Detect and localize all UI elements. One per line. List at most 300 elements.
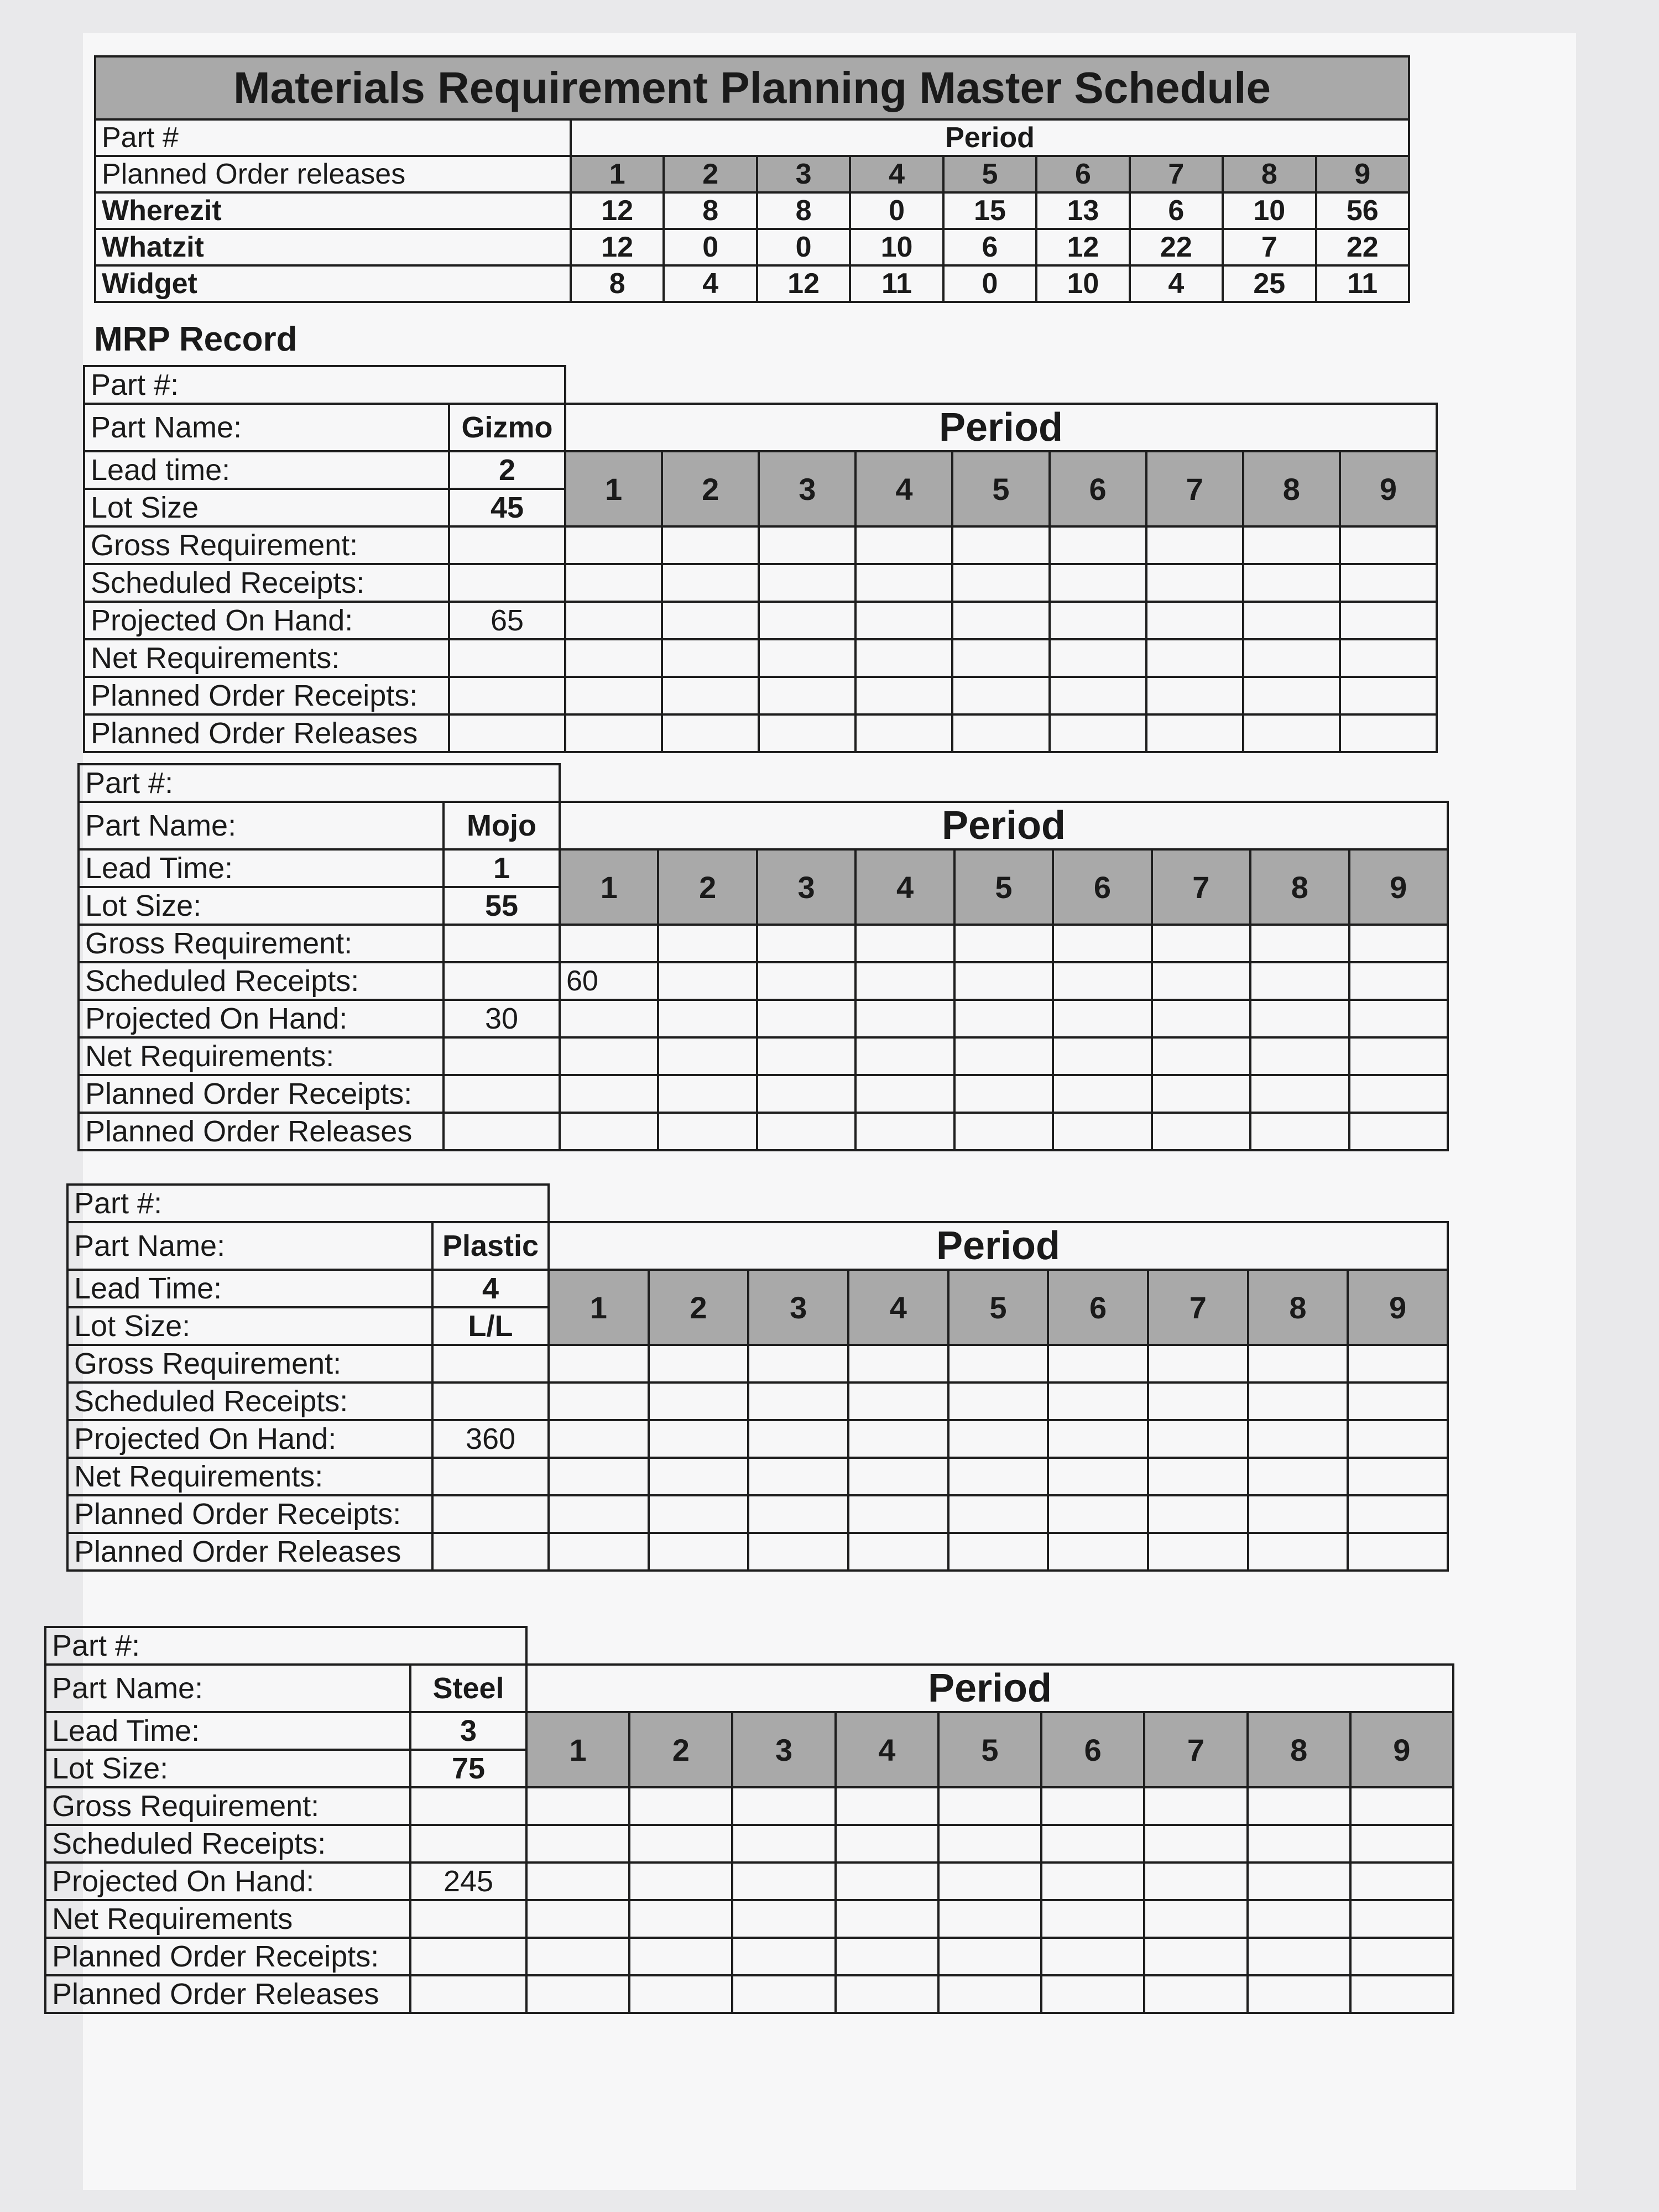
mrp-period-cell[interactable] — [954, 962, 1053, 1000]
mrp-period-cell[interactable] — [855, 526, 952, 564]
mrp-period-cell[interactable] — [1146, 714, 1243, 752]
mrp-period-cell[interactable] — [1041, 1938, 1144, 1975]
mrp-period-cell[interactable] — [948, 1495, 1048, 1533]
mrp-period-cell[interactable] — [1148, 1420, 1248, 1458]
mrp-period-cell[interactable] — [1053, 1113, 1151, 1150]
period-header-cell: 4 — [836, 1712, 938, 1787]
mrp-period-cell[interactable] — [952, 714, 1049, 752]
mrp-row-initial-value — [410, 1900, 526, 1938]
mrp-period-cell[interactable] — [1340, 677, 1437, 714]
mrp-period-cell[interactable] — [1350, 1938, 1453, 1975]
mrp-period-cell[interactable] — [1152, 1113, 1250, 1150]
mrp-period-cell[interactable] — [855, 1113, 954, 1150]
mrp-period-cell[interactable] — [1243, 677, 1340, 714]
mrp-period-cell[interactable] — [954, 1037, 1053, 1075]
mrp-period-cell[interactable] — [1048, 1345, 1148, 1383]
schedule-value-cell: 10 — [1223, 192, 1316, 229]
mrp-row — [67, 1495, 1448, 1533]
mrp-period-cell[interactable] — [848, 1458, 948, 1495]
mrp-period-cell[interactable] — [952, 677, 1049, 714]
mrp-period-cell[interactable] — [757, 1000, 855, 1037]
period-header-cell: 7 — [1148, 1270, 1248, 1345]
mrp-period-cell[interactable] — [1146, 564, 1243, 602]
mrp-period-cell[interactable] — [1248, 1825, 1350, 1863]
mrp-period-cell[interactable] — [1243, 564, 1340, 602]
mrp-period-cell[interactable] — [1048, 1533, 1148, 1571]
mrp-period-cell[interactable] — [1048, 1458, 1148, 1495]
mrp-period-cell[interactable] — [948, 1383, 1048, 1420]
mrp-period-cell[interactable] — [1152, 925, 1250, 962]
mrp-row-initial-value — [444, 925, 560, 962]
schedule-value-cell: 13 — [1036, 192, 1129, 229]
mrp-row-initial-value — [410, 1825, 526, 1863]
mrp-period-cell[interactable] — [836, 1787, 938, 1825]
mrp-row-initial-value — [449, 714, 565, 752]
mrp-period-cell[interactable] — [1243, 714, 1340, 752]
mrp-row-label: Net Requirements — [45, 1900, 410, 1938]
mrp-period-cell[interactable] — [948, 1345, 1048, 1383]
mrp-row-initial-value: 65 — [449, 602, 565, 639]
mrp-period-cell[interactable] — [732, 1938, 835, 1975]
mrp-period-cell[interactable] — [1250, 1000, 1349, 1037]
schedule-value-cell: 25 — [1223, 265, 1316, 302]
mrp-period-cell[interactable] — [952, 526, 1049, 564]
mrp-period-cell[interactable] — [526, 1863, 629, 1900]
mrp-period-cell[interactable] — [662, 639, 759, 677]
mrp-period-cell[interactable] — [855, 962, 954, 1000]
mrp-row — [79, 1075, 1448, 1113]
mrp-period-cell[interactable] — [855, 677, 952, 714]
lot-size-value: 55 — [444, 887, 560, 925]
mrp-period-cell[interactable] — [1048, 1495, 1148, 1533]
period-header-cell: 8 — [1248, 1270, 1348, 1345]
mrp-period-cell[interactable] — [836, 1975, 938, 2013]
schedule-value-cell: 11 — [850, 265, 943, 302]
lead-time-label: Lead Time: — [67, 1270, 432, 1307]
mrp-period-cell[interactable] — [954, 1075, 1053, 1113]
mrp-period-cell[interactable] — [1053, 1037, 1151, 1075]
mrp-row-label: Gross Requirement: — [67, 1345, 432, 1383]
mrp-period-cell[interactable] — [1148, 1458, 1248, 1495]
mrp-period-cell[interactable] — [848, 1420, 948, 1458]
mrp-period-cell[interactable] — [948, 1458, 1048, 1495]
mrp-period-cell[interactable] — [938, 1900, 1041, 1938]
period-header-cell: 9 — [1348, 1270, 1448, 1345]
mrp-period-cell[interactable] — [526, 1975, 629, 2013]
mrp-period-cell[interactable] — [649, 1495, 749, 1533]
mrp-period-cell[interactable] — [757, 1113, 855, 1150]
mrp-period-cell[interactable] — [1248, 1420, 1348, 1458]
schedule-value-cell: 12 — [571, 229, 664, 265]
mrp-period-cell[interactable] — [649, 1458, 749, 1495]
mrp-period-cell[interactable] — [1148, 1533, 1248, 1571]
mrp-period-cell[interactable] — [1350, 1975, 1453, 2013]
mrp-period-cell[interactable] — [1041, 1825, 1144, 1863]
period-header-cell: 6 — [1036, 156, 1129, 192]
mrp-period-cell[interactable] — [649, 1420, 749, 1458]
mrp-period-cell[interactable] — [1041, 1863, 1144, 1900]
mrp-period-cell[interactable] — [1243, 639, 1340, 677]
period-header-cell: 8 — [1250, 849, 1349, 925]
mrp-period-cell[interactable] — [629, 1975, 732, 2013]
mrp-period-cell[interactable] — [1349, 1000, 1448, 1037]
mrp-period-cell[interactable] — [549, 1383, 649, 1420]
mrp-period-cell[interactable] — [629, 1787, 732, 1825]
mrp-period-cell[interactable] — [1348, 1458, 1448, 1495]
period-header-cell: 7 — [1130, 156, 1223, 192]
mrp-period-cell[interactable] — [748, 1383, 848, 1420]
period-header-cell: 7 — [1144, 1712, 1247, 1787]
mrp-period-cell[interactable] — [938, 1787, 1041, 1825]
mrp-period-cell[interactable] — [952, 602, 1049, 639]
mrp-period-cell[interactable] — [1050, 602, 1146, 639]
mrp-period-cell[interactable] — [1248, 1975, 1350, 2013]
mrp-period-cell[interactable] — [836, 1900, 938, 1938]
mrp-period-cell[interactable] — [1041, 1975, 1144, 2013]
mrp-period-cell[interactable] — [1146, 602, 1243, 639]
mrp-period-cell[interactable] — [526, 1825, 629, 1863]
mrp-period-cell[interactable] — [560, 925, 658, 962]
mrp-period-cell[interactable] — [759, 677, 855, 714]
mrp-period-cell[interactable] — [1248, 1495, 1348, 1533]
mrp-period-cell[interactable] — [855, 1075, 954, 1113]
mrp-period-cell[interactable] — [1348, 1533, 1448, 1571]
lead-time-value: 4 — [432, 1270, 549, 1307]
mrp-period-cell[interactable] — [526, 1787, 629, 1825]
mrp-period-cell[interactable] — [1144, 1825, 1247, 1863]
mrp-period-cell[interactable] — [658, 1037, 757, 1075]
mrp-row-initial-value — [432, 1458, 549, 1495]
mrp-period-cell[interactable] — [732, 1975, 835, 2013]
mrp-period-cell[interactable] — [1248, 1938, 1350, 1975]
mrp-period-cell[interactable] — [629, 1863, 732, 1900]
mrp-period-cell[interactable] — [1144, 1975, 1247, 2013]
mrp-period-cell[interactable] — [938, 1863, 1041, 1900]
mrp-period-cell[interactable] — [757, 1075, 855, 1113]
mrp-period-cell[interactable] — [1152, 1037, 1250, 1075]
mrp-period-cell[interactable] — [748, 1495, 848, 1533]
mrp-period-cell[interactable] — [1050, 564, 1146, 602]
period-header-cell: 4 — [850, 156, 943, 192]
mrp-row-label: Scheduled Receipts: — [84, 564, 449, 602]
mrp-period-cell[interactable] — [658, 1000, 757, 1037]
mrp-period-cell[interactable] — [549, 1495, 649, 1533]
period-header-cell: 5 — [938, 1712, 1041, 1787]
mrp-period-cell[interactable] — [954, 1000, 1053, 1037]
mrp-period-cell[interactable] — [1250, 1037, 1349, 1075]
mrp-period-cell[interactable] — [1349, 925, 1448, 962]
mrp-period-cell[interactable] — [649, 1383, 749, 1420]
mrp-period-cell[interactable] — [855, 639, 952, 677]
mrp-record-gizmo — [83, 365, 1438, 753]
period-header-cell: 2 — [629, 1712, 732, 1787]
mrp-period-cell[interactable] — [1340, 602, 1437, 639]
part-name-value: Plastic — [432, 1222, 549, 1270]
spacer — [526, 1627, 1453, 1665]
mrp-row — [79, 1000, 1448, 1037]
mrp-period-cell[interactable] — [1350, 1787, 1453, 1825]
mrp-period-cell[interactable] — [560, 1075, 658, 1113]
mrp-period-cell[interactable] — [1248, 1900, 1350, 1938]
mrp-period-cell[interactable] — [1349, 1037, 1448, 1075]
spacer — [565, 366, 1437, 404]
mrp-period-cell[interactable] — [954, 1113, 1053, 1150]
mrp-row — [79, 1037, 1448, 1075]
mrp-period-cell[interactable] — [836, 1863, 938, 1900]
mrp-period-cell[interactable] — [1041, 1787, 1144, 1825]
mrp-period-cell[interactable] — [759, 714, 855, 752]
mrp-period-cell[interactable] — [848, 1345, 948, 1383]
mrp-row — [45, 1938, 1453, 1975]
mrp-period-cell[interactable] — [1152, 962, 1250, 1000]
mrp-row-label: Planned Order Releases — [45, 1975, 410, 2013]
mrp-period-cell[interactable] — [565, 602, 662, 639]
period-header-cell: 5 — [943, 156, 1036, 192]
mrp-period-cell[interactable] — [1350, 1863, 1453, 1900]
mrp-period-cell[interactable]: 60 — [560, 962, 658, 1000]
mrp-period-cell[interactable] — [855, 925, 954, 962]
mrp-row-initial-value — [449, 639, 565, 677]
mrp-period-cell[interactable] — [1348, 1383, 1448, 1420]
mrp-period-cell[interactable] — [662, 602, 759, 639]
mrp-row — [67, 1458, 1448, 1495]
period-header-cell: 1 — [560, 849, 658, 925]
mrp-period-cell[interactable] — [1146, 677, 1243, 714]
mrp-period-cell[interactable] — [1148, 1383, 1248, 1420]
mrp-period-cell[interactable] — [662, 677, 759, 714]
mrp-period-cell[interactable] — [1050, 526, 1146, 564]
mrp-period-cell[interactable] — [1048, 1420, 1148, 1458]
period-label: Period — [549, 1222, 1448, 1270]
mrp-period-cell[interactable] — [658, 962, 757, 1000]
period-header-cell: 4 — [848, 1270, 948, 1345]
mrp-period-cell[interactable] — [1144, 1900, 1247, 1938]
mrp-period-cell[interactable] — [759, 526, 855, 564]
mrp-row-label: Projected On Hand: — [79, 1000, 444, 1037]
mrp-row — [45, 1825, 1453, 1863]
mrp-period-cell[interactable] — [658, 925, 757, 962]
period-label: Period — [571, 119, 1409, 156]
schedule-part-name: Wherezit — [95, 192, 571, 229]
mrp-period-cell[interactable] — [1248, 1458, 1348, 1495]
mrp-period-cell[interactable] — [938, 1825, 1041, 1863]
mrp-record-title: MRP Record — [94, 320, 298, 358]
mrp-period-cell[interactable] — [948, 1420, 1048, 1458]
mrp-period-cell[interactable] — [649, 1533, 749, 1571]
schedule-value-cell: 4 — [1130, 265, 1223, 302]
mrp-period-cell[interactable] — [848, 1533, 948, 1571]
period-header-cell: 9 — [1350, 1712, 1453, 1787]
mrp-period-cell[interactable] — [1248, 1533, 1348, 1571]
mrp-period-cell[interactable] — [952, 564, 1049, 602]
mrp-period-cell[interactable] — [1250, 925, 1349, 962]
mrp-row-label: Projected On Hand: — [67, 1420, 432, 1458]
mrp-period-cell[interactable] — [1144, 1863, 1247, 1900]
mrp-period-cell[interactable] — [1340, 564, 1437, 602]
mrp-row-label: Planned Order Receipts: — [67, 1495, 432, 1533]
period-header-cell: 2 — [662, 451, 759, 526]
mrp-period-cell[interactable] — [757, 1037, 855, 1075]
mrp-row-initial-value — [410, 1938, 526, 1975]
mrp-period-cell[interactable] — [549, 1458, 649, 1495]
mrp-row-label: Scheduled Receipts: — [79, 962, 444, 1000]
period-header-cell: 5 — [952, 451, 1049, 526]
mrp-row-initial-value: 360 — [432, 1420, 549, 1458]
mrp-period-cell[interactable] — [732, 1825, 835, 1863]
mrp-period-cell[interactable] — [1048, 1383, 1148, 1420]
lot-size-label: Lot Size: — [79, 887, 444, 925]
mrp-period-cell[interactable] — [1340, 639, 1437, 677]
planned-order-releases-label: Planned Order releases — [95, 156, 571, 192]
mrp-period-cell[interactable] — [1243, 602, 1340, 639]
mrp-period-cell[interactable] — [757, 925, 855, 962]
period-label: Period — [560, 802, 1448, 849]
mrp-period-cell[interactable] — [1350, 1900, 1453, 1938]
mrp-period-cell[interactable] — [1050, 639, 1146, 677]
mrp-period-cell[interactable] — [565, 714, 662, 752]
mrp-period-cell[interactable] — [1349, 1113, 1448, 1150]
mrp-period-cell[interactable] — [1250, 962, 1349, 1000]
mrp-period-cell[interactable] — [855, 602, 952, 639]
period-header-cell: 7 — [1152, 849, 1250, 925]
mrp-period-cell[interactable] — [1349, 962, 1448, 1000]
mrp-period-cell[interactable] — [1146, 526, 1243, 564]
mrp-period-cell[interactable] — [948, 1533, 1048, 1571]
mrp-period-cell[interactable] — [1340, 714, 1437, 752]
mrp-row-label: Scheduled Receipts: — [45, 1825, 410, 1863]
mrp-row-label: Projected On Hand: — [45, 1863, 410, 1900]
schedule-row — [95, 192, 1409, 229]
period-header-cell: 1 — [571, 156, 664, 192]
mrp-period-cell[interactable] — [1053, 925, 1151, 962]
mrp-period-cell[interactable] — [748, 1420, 848, 1458]
schedule-value-cell: 8 — [757, 192, 850, 229]
mrp-period-cell[interactable] — [629, 1938, 732, 1975]
mrp-period-cell[interactable] — [1053, 1075, 1151, 1113]
mrp-period-cell[interactable] — [1148, 1495, 1248, 1533]
mrp-period-cell[interactable] — [649, 1345, 749, 1383]
mrp-period-cell[interactable] — [1340, 526, 1437, 564]
mrp-period-cell[interactable] — [1146, 639, 1243, 677]
lead-time-label: Lead Time: — [45, 1712, 410, 1750]
schedule-value-cell: 0 — [757, 229, 850, 265]
mrp-period-cell[interactable] — [1144, 1938, 1247, 1975]
mrp-period-cell[interactable] — [855, 564, 952, 602]
mrp-period-cell[interactable] — [565, 564, 662, 602]
mrp-period-cell[interactable] — [1350, 1825, 1453, 1863]
mrp-period-cell[interactable] — [1348, 1345, 1448, 1383]
mrp-period-cell[interactable] — [629, 1900, 732, 1938]
mrp-period-cell[interactable] — [549, 1420, 649, 1458]
mrp-period-cell[interactable] — [848, 1495, 948, 1533]
mrp-period-cell[interactable] — [560, 1113, 658, 1150]
mrp-period-cell[interactable] — [1152, 1000, 1250, 1037]
mrp-period-cell[interactable] — [1148, 1345, 1248, 1383]
mrp-period-cell[interactable] — [565, 526, 662, 564]
mrp-period-cell[interactable] — [1152, 1075, 1250, 1113]
mrp-row-label: Planned Order Releases — [84, 714, 449, 752]
mrp-period-cell[interactable] — [1348, 1495, 1448, 1533]
mrp-period-cell[interactable] — [938, 1938, 1041, 1975]
mrp-period-cell[interactable] — [526, 1938, 629, 1975]
period-header-cell: 9 — [1340, 451, 1437, 526]
mrp-period-cell[interactable] — [1053, 1000, 1151, 1037]
mrp-period-cell[interactable] — [560, 1037, 658, 1075]
mrp-period-cell[interactable] — [1050, 714, 1146, 752]
mrp-period-cell[interactable] — [836, 1938, 938, 1975]
mrp-period-cell[interactable] — [855, 714, 952, 752]
mrp-period-cell[interactable] — [1053, 962, 1151, 1000]
mrp-period-cell[interactable] — [757, 962, 855, 1000]
mrp-period-cell[interactable] — [732, 1900, 835, 1938]
period-header-cell: 1 — [565, 451, 662, 526]
mrp-row — [45, 1863, 1453, 1900]
mrp-period-cell[interactable] — [1144, 1787, 1247, 1825]
mrp-period-cell[interactable] — [954, 925, 1053, 962]
mrp-period-cell[interactable] — [565, 639, 662, 677]
mrp-period-cell[interactable] — [662, 714, 759, 752]
mrp-period-cell[interactable] — [1349, 1075, 1448, 1113]
mrp-period-cell[interactable] — [748, 1458, 848, 1495]
mrp-period-cell[interactable] — [549, 1533, 649, 1571]
mrp-period-cell[interactable] — [658, 1113, 757, 1150]
mrp-period-cell[interactable] — [1250, 1113, 1349, 1150]
mrp-period-cell[interactable] — [526, 1900, 629, 1938]
mrp-row-initial-value — [449, 526, 565, 564]
mrp-period-cell[interactable] — [732, 1863, 835, 1900]
mrp-period-cell[interactable] — [549, 1345, 649, 1383]
mrp-period-cell[interactable] — [1248, 1787, 1350, 1825]
mrp-period-cell[interactable] — [938, 1975, 1041, 2013]
mrp-period-cell[interactable] — [855, 1037, 954, 1075]
schedule-value-cell: 0 — [850, 192, 943, 229]
mrp-period-cell[interactable] — [1050, 677, 1146, 714]
mrp-row-label: Planned Order Releases — [67, 1533, 432, 1571]
mrp-period-cell[interactable] — [748, 1345, 848, 1383]
schedule-value-cell: 10 — [1036, 265, 1129, 302]
mrp-period-cell[interactable] — [732, 1787, 835, 1825]
period-header-cell: 6 — [1048, 1270, 1148, 1345]
mrp-period-cell[interactable] — [1248, 1383, 1348, 1420]
mrp-period-cell[interactable] — [748, 1533, 848, 1571]
mrp-period-cell[interactable] — [759, 602, 855, 639]
mrp-period-cell[interactable] — [658, 1075, 757, 1113]
mrp-period-cell[interactable] — [855, 1000, 954, 1037]
mrp-period-cell[interactable] — [759, 564, 855, 602]
mrp-period-cell[interactable] — [1248, 1345, 1348, 1383]
part-name-label: Part Name: — [45, 1665, 410, 1712]
mrp-period-cell[interactable] — [848, 1383, 948, 1420]
mrp-period-cell[interactable] — [662, 564, 759, 602]
period-label: Period — [526, 1665, 1453, 1712]
schedule-value-cell: 11 — [1316, 265, 1410, 302]
mrp-period-cell[interactable] — [952, 639, 1049, 677]
schedule-part-name: Whatzit — [95, 229, 571, 265]
mrp-period-cell[interactable] — [1348, 1420, 1448, 1458]
mrp-period-cell[interactable] — [629, 1825, 732, 1863]
mrp-period-cell[interactable] — [662, 526, 759, 564]
mrp-period-cell[interactable] — [836, 1825, 938, 1863]
mrp-period-cell[interactable] — [1243, 526, 1340, 564]
schedule-value-cell: 8 — [664, 192, 757, 229]
mrp-period-cell[interactable] — [1041, 1900, 1144, 1938]
lead-time-value: 1 — [444, 849, 560, 887]
mrp-period-cell[interactable] — [565, 677, 662, 714]
mrp-period-cell[interactable] — [1248, 1863, 1350, 1900]
mrp-period-cell[interactable] — [1250, 1075, 1349, 1113]
mrp-period-cell[interactable] — [560, 1000, 658, 1037]
mrp-period-cell[interactable] — [759, 639, 855, 677]
